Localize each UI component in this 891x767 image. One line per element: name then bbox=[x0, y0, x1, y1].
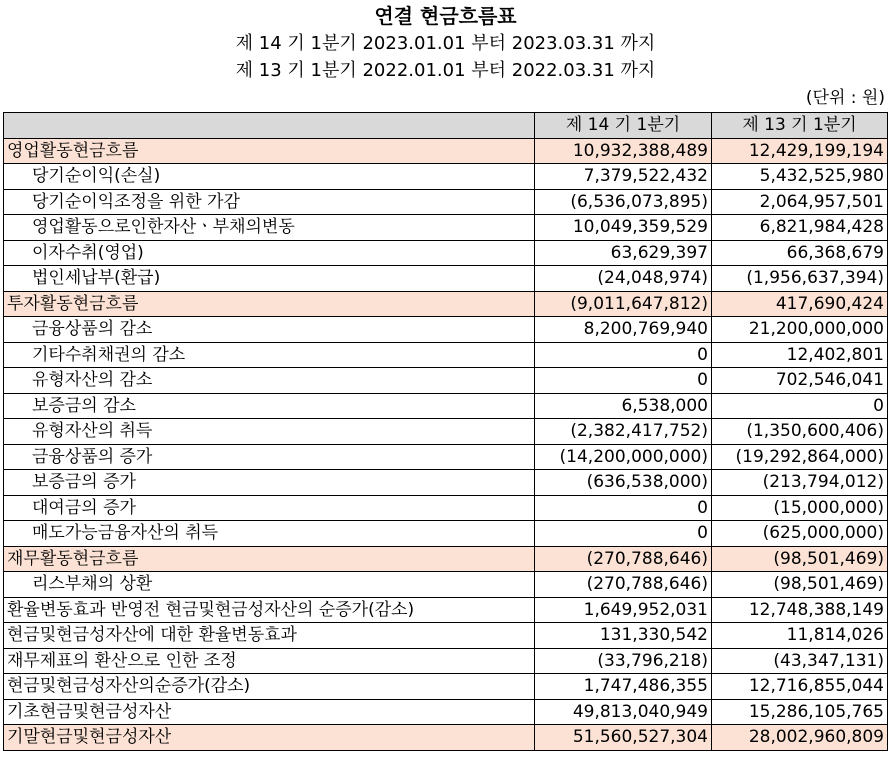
period-prior: 제 13 기 1분기 2022.01.01 부터 2022.03.31 까지 bbox=[235, 60, 656, 81]
row-prior: 12,748,388,149 bbox=[712, 597, 888, 623]
header-prior-period: 제 13 기 1분기 bbox=[712, 113, 888, 139]
table-row bbox=[4, 444, 888, 470]
row-current: 131,330,542 bbox=[535, 623, 712, 649]
row-prior: (98,501,469) bbox=[712, 572, 888, 598]
cash-flow-table bbox=[3, 112, 888, 751]
period-current: 제 14 기 1분기 2023.01.01 부터 2023.03.31 까지 bbox=[235, 33, 656, 54]
statement-title: 연결 현금흐름표 bbox=[374, 4, 517, 28]
row-prior: 5,432,525,980 bbox=[712, 164, 888, 190]
row-current: 0 bbox=[535, 521, 712, 547]
row-current: (14,200,000,000) bbox=[535, 444, 712, 470]
row-prior: 2,064,957,501 bbox=[712, 189, 888, 215]
row-label: 보증금의 증가 bbox=[4, 470, 535, 496]
row-label: 유형자산의 취득 bbox=[4, 419, 535, 445]
table-row bbox=[4, 393, 888, 419]
row-current: (6,536,073,895) bbox=[535, 189, 712, 215]
row-prior: 11,814,026 bbox=[712, 623, 888, 649]
row-label: 재무활동현금흐름 bbox=[4, 546, 535, 572]
table-header-row bbox=[4, 113, 888, 139]
row-current: (636,538,000) bbox=[535, 470, 712, 496]
row-label: 기타수취채권의 감소 bbox=[4, 342, 535, 368]
table-row bbox=[4, 317, 888, 343]
table-row bbox=[4, 725, 888, 751]
row-prior: (1,350,600,406) bbox=[712, 419, 888, 445]
row-prior: (1,956,637,394) bbox=[712, 266, 888, 292]
row-label: 리스부채의 상환 bbox=[4, 572, 535, 598]
row-label: 이자수취(영업) bbox=[4, 240, 535, 266]
row-label: 유형자산의 감소 bbox=[4, 368, 535, 394]
row-current: 1,649,952,031 bbox=[535, 597, 712, 623]
row-prior: 15,286,105,765 bbox=[712, 699, 888, 725]
row-current: 7,379,522,432 bbox=[535, 164, 712, 190]
table-row bbox=[4, 470, 888, 496]
row-label: 기초현금및현금성자산 bbox=[4, 699, 535, 725]
row-current: (270,788,646) bbox=[535, 546, 712, 572]
table-row bbox=[4, 699, 888, 725]
row-label: 금융상품의 증가 bbox=[4, 444, 535, 470]
row-prior: (15,000,000) bbox=[712, 495, 888, 521]
unit-label: (단위 : 원) bbox=[805, 88, 885, 108]
row-prior: 12,716,855,044 bbox=[712, 674, 888, 700]
row-current: 6,538,000 bbox=[535, 393, 712, 419]
table-row bbox=[4, 597, 888, 623]
row-prior: 12,429,199,194 bbox=[712, 138, 888, 164]
row-current: 51,560,527,304 bbox=[535, 725, 712, 751]
row-label: 보증금의 감소 bbox=[4, 393, 535, 419]
row-current: 10,049,359,529 bbox=[535, 215, 712, 241]
row-current: (24,048,974) bbox=[535, 266, 712, 292]
row-prior: 417,690,424 bbox=[712, 291, 888, 317]
row-label: 당기순이익조정을 위한 가감 bbox=[4, 189, 535, 215]
row-label: 당기순이익(손실) bbox=[4, 164, 535, 190]
table-row bbox=[4, 521, 888, 547]
row-label: 투자활동현금흐름 bbox=[4, 291, 535, 317]
row-prior: 21,200,000,000 bbox=[712, 317, 888, 343]
table-row bbox=[4, 266, 888, 292]
row-prior: (98,501,469) bbox=[712, 546, 888, 572]
row-label: 기말현금및현금성자산 bbox=[4, 725, 535, 751]
table-row bbox=[4, 419, 888, 445]
row-current: (2,382,417,752) bbox=[535, 419, 712, 445]
row-prior: (213,794,012) bbox=[712, 470, 888, 496]
table-row bbox=[4, 546, 888, 572]
table-row bbox=[4, 572, 888, 598]
row-label: 금융상품의 감소 bbox=[4, 317, 535, 343]
header-current-period: 제 14 기 1분기 bbox=[535, 113, 712, 139]
row-prior: (19,292,864,000) bbox=[712, 444, 888, 470]
row-prior: 28,002,960,809 bbox=[712, 725, 888, 751]
row-current: 0 bbox=[535, 368, 712, 394]
row-prior: 6,821,984,428 bbox=[712, 215, 888, 241]
row-label: 현금및현금성자산에 대한 환율변동효과 bbox=[4, 623, 535, 649]
table-row bbox=[4, 342, 888, 368]
row-prior: 702,546,041 bbox=[712, 368, 888, 394]
row-current: 0 bbox=[535, 342, 712, 368]
row-label: 영업활동으로인한자산ㆍ부채의변동 bbox=[4, 215, 535, 241]
table-row bbox=[4, 138, 888, 164]
row-label: 현금및현금성자산의순증가(감소) bbox=[4, 674, 535, 700]
row-current: 49,813,040,949 bbox=[535, 699, 712, 725]
row-current: 8,200,769,940 bbox=[535, 317, 712, 343]
table-row bbox=[4, 240, 888, 266]
row-label: 대여금의 증가 bbox=[4, 495, 535, 521]
table-row bbox=[4, 164, 888, 190]
row-prior: 12,402,801 bbox=[712, 342, 888, 368]
table-row bbox=[4, 623, 888, 649]
row-label: 재무제표의 환산으로 인한 조정 bbox=[4, 648, 535, 674]
row-current: 63,629,397 bbox=[535, 240, 712, 266]
row-current: (33,796,218) bbox=[535, 648, 712, 674]
row-prior: (625,000,000) bbox=[712, 521, 888, 547]
row-prior: (43,347,131) bbox=[712, 648, 888, 674]
row-current: (9,011,647,812) bbox=[535, 291, 712, 317]
table-row bbox=[4, 215, 888, 241]
table-row bbox=[4, 674, 888, 700]
header-label-cell bbox=[4, 113, 535, 139]
row-current: 1,747,486,355 bbox=[535, 674, 712, 700]
row-label: 환율변동효과 반영전 현금및현금성자산의 순증가(감소) bbox=[4, 597, 535, 623]
table-row bbox=[4, 291, 888, 317]
table-row bbox=[4, 368, 888, 394]
row-prior: 0 bbox=[712, 393, 888, 419]
row-current: (270,788,646) bbox=[535, 572, 712, 598]
row-label: 매도가능금융자산의 취득 bbox=[4, 521, 535, 547]
table-row bbox=[4, 189, 888, 215]
table-row bbox=[4, 648, 888, 674]
row-label: 법인세납부(환급) bbox=[4, 266, 535, 292]
row-current: 0 bbox=[535, 495, 712, 521]
row-prior: 66,368,679 bbox=[712, 240, 888, 266]
row-label: 영업활동현금흐름 bbox=[4, 138, 535, 164]
row-current: 10,932,388,489 bbox=[535, 138, 712, 164]
table-row bbox=[4, 495, 888, 521]
